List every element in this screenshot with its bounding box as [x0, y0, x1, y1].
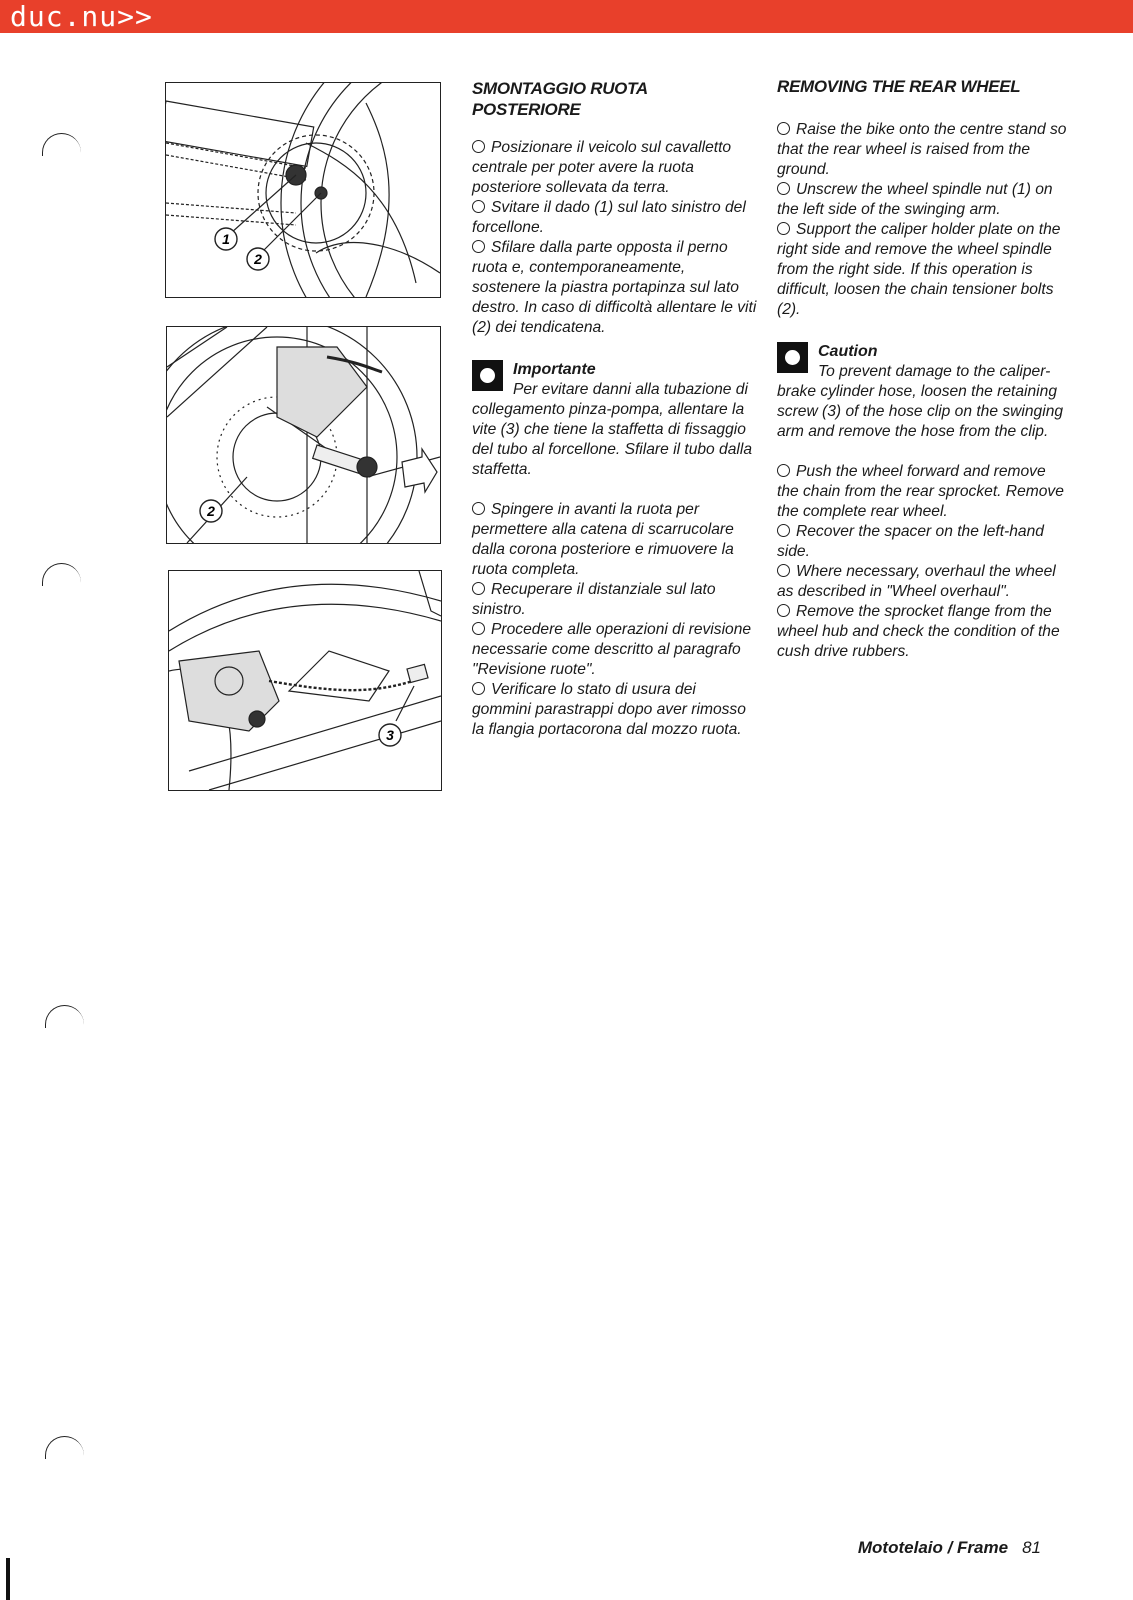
callout-layer	[169, 571, 441, 790]
brand-logo[interactable]: duc.nu>>	[10, 0, 153, 33]
edge-mark	[6, 1558, 10, 1600]
english-step: Push the wheel forward and remove the chain from the rear sprocket. Remove the complete rear wheel.	[777, 463, 1064, 520]
caliper-hose-figure	[168, 570, 442, 791]
callout-2: 2	[254, 251, 262, 267]
circle-bullet-icon	[777, 524, 790, 537]
note-text: To prevent damage to the caliper-brake cylinder hose, loosen the retaining screw (3) of the hose clip on the swinging arm and remove the hose from the clip.	[777, 363, 1064, 440]
warning-icon	[777, 342, 808, 373]
caution-note	[777, 342, 1067, 442]
callout-3: 3	[386, 727, 394, 743]
circle-bullet-icon	[472, 240, 485, 253]
header-bar	[0, 0, 1133, 33]
english-step: Remove the sprocket flange from the wheel hub and check the condition of the cush drive rubbers.	[777, 603, 1060, 660]
circle-bullet-icon	[472, 622, 485, 635]
circle-bullet-icon	[472, 140, 485, 153]
italian-step: Spingere in avanti la ruota per permettere alla catena di scarrucolare dalla corona posteriore e rimuovere la ruota completa.	[472, 501, 734, 578]
circle-bullet-icon	[777, 122, 790, 135]
circle-bullet-icon	[472, 200, 485, 213]
circle-bullet-icon	[472, 502, 485, 515]
italian-step: Posizionare il veicolo sul cavalletto centrale per poter avere la ruota posteriore sollevata da terra.	[472, 139, 732, 196]
circle-bullet-icon	[777, 222, 790, 235]
note-text: Per evitare danni alla tubazione di collegamento pinza-pompa, allentare la vite (3) che tiene la staffetta di fissaggio del tubo al forcellone. Sfilare il tubo dalla staffetta.	[472, 381, 752, 478]
english-step: Support the caliper holder plate on the right side and remove the wheel spindle from the right side. If this operation is difficult, loosen the chain tensioner bolts (2).	[777, 221, 1061, 318]
italian-step: Svitare il dado (1) sul lato sinistro del forcellone.	[472, 199, 746, 236]
circle-bullet-icon	[777, 464, 790, 477]
english-step: Where necessary, overhaul the wheel as described in "Wheel overhaul".	[777, 563, 1056, 600]
callout-layer	[167, 327, 440, 543]
callout-2: 2	[207, 503, 215, 519]
binder-hole-mark	[45, 1005, 84, 1028]
binder-hole-mark	[45, 1436, 84, 1459]
important-note	[472, 360, 758, 480]
english-column	[777, 76, 1067, 662]
page-number: 81	[1022, 1538, 1041, 1557]
italian-title: SMONTAGGIO RUOTA POSTERIORE	[472, 79, 648, 119]
caliper-spindle-figure	[166, 326, 441, 544]
english-step: Raise the bike onto the centre stand so that the rear wheel is raised from the ground.	[777, 121, 1067, 178]
note-title: Importante	[513, 361, 596, 378]
italian-step: Procedere alle operazioni di revisione necessarie come descritto al paragrafo "Revisione ruote".	[472, 621, 752, 678]
page-footer	[858, 1538, 1041, 1558]
italian-step: Recuperare il distanziale sul lato sinistro.	[472, 581, 716, 618]
circle-bullet-icon	[777, 564, 790, 577]
binder-hole-mark	[42, 563, 81, 586]
chain-sprocket-figure	[165, 82, 441, 298]
binder-hole-mark	[42, 133, 81, 156]
footer-section-title: Mototelaio / Frame	[857, 1538, 1009, 1557]
callout-layer	[166, 83, 440, 297]
circle-bullet-icon	[777, 604, 790, 617]
english-title: REMOVING THE REAR WHEEL	[777, 77, 1021, 96]
italian-column	[472, 78, 758, 740]
english-step: Recover the spacer on the left-hand side.	[777, 523, 1044, 560]
english-step: Unscrew the wheel spindle nut (1) on the left side of the swinging arm.	[777, 181, 1053, 218]
callout-1: 1	[222, 231, 230, 247]
warning-icon	[472, 360, 503, 391]
note-title: Caution	[818, 343, 878, 360]
circle-bullet-icon	[777, 182, 790, 195]
circle-bullet-icon	[472, 682, 485, 695]
circle-bullet-icon	[472, 582, 485, 595]
italian-step: Verificare lo stato di usura dei gommini parastrappi dopo aver rimosso la flangia portacorona dal mozzo ruota.	[472, 681, 746, 738]
italian-step: Sfilare dalla parte opposta il perno ruota e, contemporaneamente, sostenere la piastra portapinza sul lato destro. In caso di difficoltà allentare le viti (2) dei tendicatena.	[472, 239, 757, 336]
